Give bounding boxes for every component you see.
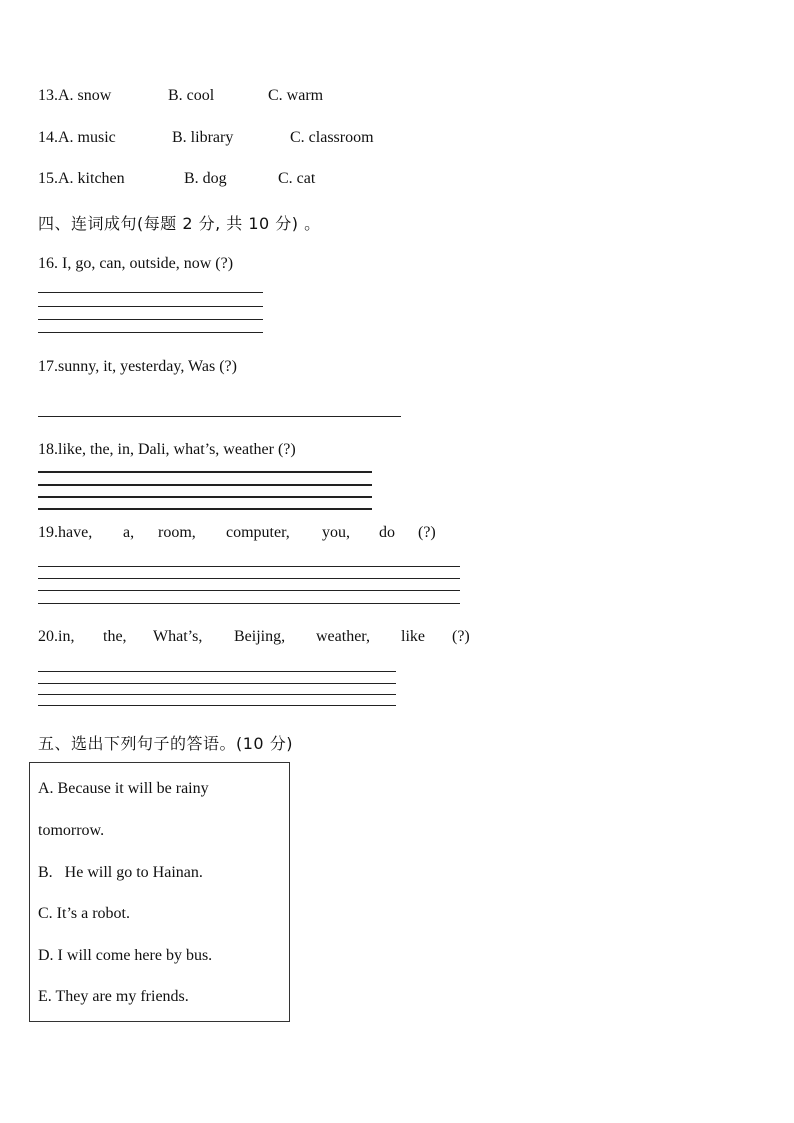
answer-line [38, 566, 460, 567]
question-18: 18.like, the, in, Dali, what’s, weather (?) [38, 441, 296, 458]
answer-line [38, 683, 396, 684]
answer-line [38, 319, 263, 320]
answer-line [38, 496, 372, 498]
choice-a: A. kitchen [58, 170, 125, 187]
choice-row-13 [38, 87, 111, 105]
choice-c: C. cat [278, 170, 316, 187]
answer-line [38, 578, 460, 579]
answer-line [38, 306, 263, 307]
question-16: 16. I, go, can, outside, now (?) [38, 255, 234, 272]
choice-number: 15. [38, 170, 58, 187]
choice-a: A. snow [58, 87, 112, 104]
q20-word: (?) [452, 628, 470, 645]
choice-number: 13. [38, 87, 58, 104]
answer-line [38, 705, 396, 706]
q19-word: a, [123, 524, 135, 541]
answer-option-e: E. They are my friends. [38, 988, 189, 1005]
answer-option-a-continued: tomorrow. [38, 822, 105, 839]
choice-b: B. dog [184, 170, 227, 187]
answer-line [38, 694, 396, 695]
q19-word: computer, [226, 524, 290, 541]
q19-word: you, [322, 524, 350, 541]
choice-b: B. library [172, 129, 234, 146]
choice-number: 14. [38, 129, 58, 146]
choice-b: B. cool [168, 87, 215, 104]
q19-word: room, [158, 524, 196, 541]
q20-word: like [401, 628, 425, 645]
section-5-heading: 五、选出下列句子的答语。(10 分) [38, 734, 293, 753]
answer-option-a: A. Because it will be rainy [38, 780, 209, 797]
choice-row-14 [38, 129, 116, 147]
answer-option-d: D. I will come here by bus. [38, 947, 213, 964]
q20-word: 20.in, [38, 628, 75, 645]
section-4-heading: 四、连词成句(每题 2 分, 共 10 分) 。 [38, 214, 321, 233]
q20-word: Beijing, [234, 628, 286, 645]
answer-line [38, 590, 460, 591]
q20-word: What’s, [153, 628, 203, 645]
answer-line [38, 484, 372, 486]
answer-line [38, 292, 263, 293]
q19-word: 19.have, [38, 524, 93, 541]
question-17: 17.sunny, it, yesterday, Was (?) [38, 358, 237, 375]
choice-row-15 [38, 170, 125, 188]
q20-word: weather, [316, 628, 370, 645]
answer-line [38, 508, 372, 510]
q19-word: (?) [418, 524, 436, 541]
answer-line [38, 603, 460, 604]
q20-word: the, [103, 628, 127, 645]
answer-line [38, 671, 396, 672]
answer-options-box [29, 762, 290, 1022]
choice-a: A. music [58, 129, 116, 146]
answer-line [38, 332, 263, 333]
choice-c: C. warm [268, 87, 324, 104]
answer-line [38, 471, 372, 473]
q19-word: do [379, 524, 395, 541]
choice-c: C. classroom [290, 129, 374, 146]
answer-option-b: B. He will go to Hainan. [38, 864, 203, 881]
answer-line [38, 416, 401, 417]
answer-option-c: C. It’s a robot. [38, 905, 130, 922]
